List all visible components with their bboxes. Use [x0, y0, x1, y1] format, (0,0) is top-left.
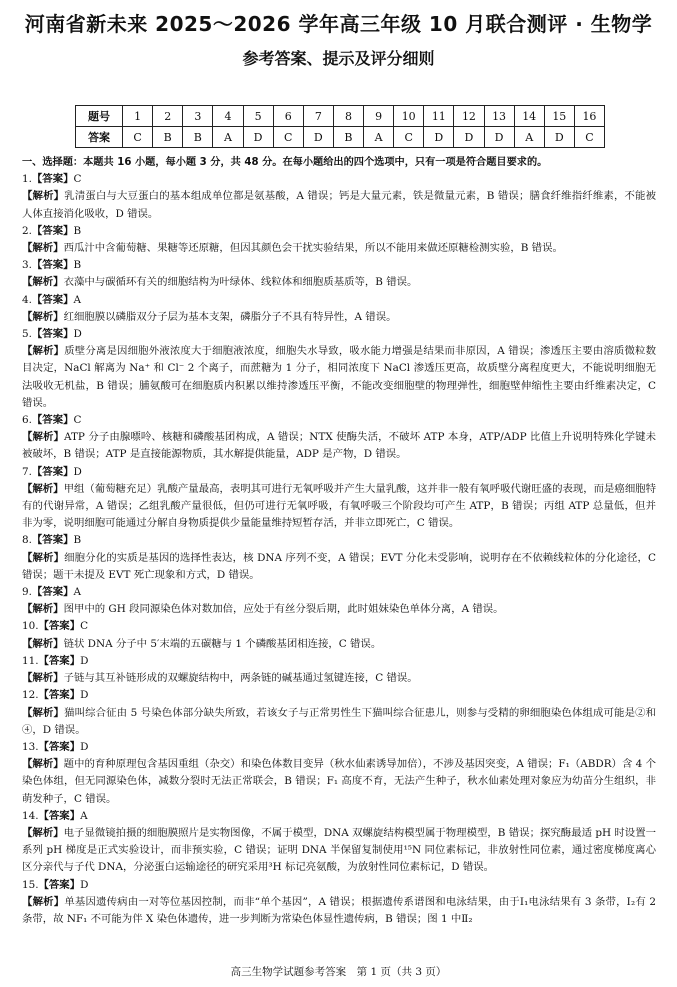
analysis-tag: 【解析】: [22, 276, 64, 289]
analysis-text: 质壁分离是因细胞外液浓度大于细胞液浓度，细胞失水导致，吸水能力增强是结果而非原因，A 错误；渗透压主要由溶质微粒数目决定，NaCl 解离为 Na⁺ 和 Cl⁻ 2 个离子，而蔗糖为 1 分子，相同浓度下 NaCl 渗透压更高，故质壁分离程度更大，不能说明细胞无法吸收无机盐，B 错误；脯氨酸可在细胞质内积累以维持渗透压平衡，不能改变细胞壁的物理弹性，细胞壁伸缩性主要由纤维素决定，C 错误。: [22, 345, 656, 409]
analysis-text: ATP 分子由腺嘌呤、核糖和磷酸基团构成，A 错误；NTX 使酶失活，不破坏 ATP 本身，ATP/ADP 比值上升说明特殊化学键未被破坏，B 错误；ATP 是直接能源物质，其水解提供能量，ADP 是产物，D 错误。: [22, 431, 657, 461]
answer-explanations: [22, 154, 656, 928]
answer-value: D: [80, 878, 89, 891]
answer-cell: B: [183, 127, 213, 148]
answer-cell: A: [514, 127, 544, 148]
answer-tag: 【答案】: [38, 689, 81, 702]
analysis-tag: 【解析】: [22, 637, 64, 650]
analysis-tag: 【解析】: [22, 310, 64, 323]
answer-line: [22, 739, 656, 756]
question-number: 10.: [22, 620, 39, 633]
answer-row: [76, 127, 605, 148]
answer-line: [22, 877, 656, 894]
question-number: 14.: [22, 809, 39, 822]
explanation-item: [22, 412, 656, 464]
answer-value: A: [80, 809, 88, 822]
answer-value: A: [73, 586, 81, 599]
analysis-text: 红细胞膜以磷脂双分子层为基本支架，磷脂分子不具有特异性，A 错误。: [63, 310, 397, 323]
answer-tag: 【答案】: [38, 878, 81, 891]
answer-cell: C: [123, 127, 153, 148]
question-number: 6.: [22, 414, 32, 427]
analysis-line: [22, 636, 656, 653]
analysis-text: 西瓜汁中含葡萄糖、果糖等还原糖，但因其颜色会干扰实验结果，所以不能用来做还原糖检测实验，B 错误。: [63, 242, 563, 255]
answer-cell: D: [243, 127, 273, 148]
analysis-tag: 【解析】: [22, 603, 64, 616]
answer-line: [22, 292, 656, 309]
question-number: 7: [303, 106, 333, 127]
answer-table: [75, 105, 605, 148]
answer-value: D: [80, 654, 89, 667]
analysis-tag: 【解析】: [22, 551, 65, 564]
answer-value: C: [73, 173, 82, 186]
analysis-text: 猫叫综合征由 5 号染色体部分缺失所致，若该女子与正常男性生下猫叫综合征患儿，则参与受精的卵细胞染色体组成可能是②和④，D 错误。: [22, 706, 656, 736]
answer-line: [22, 326, 656, 343]
analysis-text: 衣藻中与碳循环有关的细胞结构为叶绿体、线粒体和细胞质基质等，B 错误。: [63, 276, 418, 289]
answer-line: [22, 532, 656, 549]
answer-line: [22, 223, 656, 240]
answer-line: [22, 653, 656, 670]
answer-tag: 【答案】: [31, 534, 74, 547]
question-number: 2: [153, 106, 183, 127]
explanation-item: [22, 223, 656, 257]
answer-line: [22, 808, 656, 825]
answer-tag: 【答案】: [38, 740, 81, 753]
answer-line: [22, 584, 656, 601]
analysis-line: [22, 429, 656, 463]
question-number: 5.: [22, 328, 32, 341]
answer-tag: 【答案】: [31, 293, 74, 306]
answer-line: [22, 687, 656, 704]
analysis-line: [22, 601, 656, 618]
answer-cell: C: [273, 127, 303, 148]
analysis-text: 电子显微镜拍摄的细胞膜照片是实物图像，不属于模型，DNA 双螺旋结构模型属于物理模型，B 错误；探究酶最适 pH 时设置一系列 pH 梯度是正式实验设计，而非预实验，C 错误；证明 DNA 半保留复制使用¹⁵N 同位素标记，非放射性同位素，通过密度梯度离心区分亲代与子代 DNA，分泌蛋白运输途径的研究采用³H 标记亮氨酸，为放射性同位素标记，D 错误。: [22, 826, 657, 874]
analysis-text: 细胞分化的实质是基因的选择性表达，核 DNA 序列不变，A 错误；EVT 分化未受影响，说明存在不依赖线粒体的分化途径，C 错误；题干未提及 EVT 死亡现象和方式，D 错误。: [22, 551, 657, 581]
answer-value: D: [80, 689, 89, 702]
analysis-tag: 【解析】: [22, 431, 65, 444]
section-title: 一、选择题：本题共 16 小题，每小题 3 分，共 48 分。在每小题给出的四个选项中，只有一项是符合题目要求的。: [22, 157, 548, 168]
question-number-label: 题号: [76, 106, 123, 127]
item-list: [22, 171, 656, 928]
question-number: 16: [574, 106, 604, 127]
question-number: 5: [243, 106, 273, 127]
answer-label: 答案: [76, 127, 123, 148]
answer-line: [22, 618, 656, 635]
answer-line: [22, 257, 656, 274]
answer-cell: D: [484, 127, 514, 148]
analysis-line: [22, 240, 656, 257]
analysis-text: 图甲中的 GH 段同源染色体对数加倍，应处于有丝分裂后期，此时姐妹染色单体分离，A 错误。: [63, 603, 504, 616]
explanation-item: [22, 532, 656, 584]
analysis-line: [22, 481, 656, 533]
question-number-row: [76, 106, 605, 127]
explanation-item: [22, 584, 656, 618]
question-number: 12: [454, 106, 484, 127]
analysis-text: 链状 DNA 分子中 5′末端的五碳糖与 1 个磷酸基团相连接，C 错误。: [63, 637, 382, 650]
question-number: 4: [213, 106, 243, 127]
analysis-line: [22, 274, 656, 291]
explanation-item: [22, 326, 656, 412]
answer-tag: 【答案】: [38, 654, 81, 667]
answer-value: D: [73, 465, 82, 478]
page-subtitle: 参考答案、提示及评分细则: [242, 49, 435, 68]
question-number: 4.: [22, 293, 32, 306]
analysis-tag: 【解析】: [22, 826, 64, 839]
question-number: 10: [394, 106, 424, 127]
explanation-item: [22, 618, 656, 652]
analysis-line: [22, 825, 656, 877]
question-number: 7.: [22, 465, 32, 478]
explanation-item: [22, 877, 656, 929]
question-number: 15.: [22, 878, 39, 891]
analysis-tag: 【解析】: [22, 190, 65, 203]
answer-cell: B: [153, 127, 183, 148]
analysis-tag: 【解析】: [22, 758, 64, 771]
answer-value: D: [80, 740, 89, 753]
analysis-tag: 【解析】: [22, 482, 64, 495]
question-number: 6: [273, 106, 303, 127]
answer-tag: 【答案】: [31, 586, 74, 599]
answer-tag: 【答案】: [38, 809, 81, 822]
answer-value: B: [73, 534, 82, 547]
answer-tag: 【答案】: [31, 465, 74, 478]
answer-tag: 【答案】: [38, 620, 81, 633]
question-number: 12.: [22, 689, 39, 702]
answer-tag: 【答案】: [31, 259, 74, 272]
question-number: 8.: [22, 534, 32, 547]
answer-tag: 【答案】: [31, 414, 74, 427]
analysis-tag: 【解析】: [22, 672, 64, 685]
explanation-item: [22, 808, 656, 877]
page-title: 河南省新未来 2025～2026 学年高三年级 10 月联合测评 · 生物学: [24, 12, 653, 36]
answer-value: B: [73, 224, 82, 237]
page-footer: 高三生物学试题参考答案 第 1 页（共 3 页）: [230, 966, 447, 978]
answer-cell: A: [364, 127, 394, 148]
question-number: 1.: [22, 173, 32, 186]
explanation-item: [22, 653, 656, 687]
question-number: 1: [123, 106, 153, 127]
question-number: 3.: [22, 259, 32, 272]
explanation-item: [22, 257, 656, 291]
analysis-text: 乳清蛋白与大豆蛋白的基本组成单位都是氨基酸，A 错误；钙是大量元素，铁是微量元素，B 错误；膳食纤维指纤维素，不能被人体直接消化吸收，D 错误。: [22, 190, 656, 220]
answer-value: B: [73, 259, 82, 272]
explanation-item: [22, 464, 656, 533]
analysis-tag: 【解析】: [22, 706, 65, 719]
analysis-line: [22, 309, 656, 326]
analysis-tag: 【解析】: [22, 895, 65, 908]
question-number: 15: [544, 106, 574, 127]
analysis-line: [22, 670, 656, 687]
question-number: 13.: [22, 740, 39, 753]
answer-cell: D: [303, 127, 333, 148]
question-number: 3: [183, 106, 213, 127]
analysis-line: [22, 894, 656, 928]
analysis-line: [22, 343, 656, 412]
question-number: 2.: [22, 224, 32, 237]
question-number: 11.: [22, 654, 39, 667]
analysis-line: [22, 756, 656, 808]
answer-value: C: [73, 414, 82, 427]
answer-cell: C: [574, 127, 604, 148]
explanation-item: [22, 292, 656, 326]
analysis-line: [22, 188, 656, 222]
question-number: 8: [333, 106, 363, 127]
answer-line: [22, 171, 656, 188]
answer-tag: 【答案】: [31, 173, 74, 186]
answer-cell: B: [333, 127, 363, 148]
answer-cell: D: [454, 127, 484, 148]
analysis-tag: 【解析】: [22, 345, 65, 358]
question-number: 14: [514, 106, 544, 127]
explanation-item: [22, 171, 656, 223]
question-number: 13: [484, 106, 514, 127]
answer-cell: D: [424, 127, 454, 148]
analysis-text: 题中的育种原理包含基因重组（杂交）和染色体数目变异（秋水仙素诱导加倍），不涉及基因突变，A 错误；F₁（ABDR）含 4 个染色体组，但无同源染色体，减数分裂时无法正常联会，B 错误；F₁ 高度不育，无法产生种子，秋水仙素处理对象应为幼苗分生组织，非萌发种子，C 错误。: [22, 758, 656, 805]
question-number: 9: [364, 106, 394, 127]
explanation-item: [22, 739, 656, 808]
answer-cell: D: [544, 127, 574, 148]
answer-cell: A: [213, 127, 243, 148]
explanation-item: [22, 687, 656, 739]
analysis-line: [22, 705, 656, 739]
analysis-line: [22, 550, 656, 584]
answer-value: C: [80, 620, 89, 633]
answer-value: D: [73, 328, 82, 341]
answer-line: [22, 464, 656, 481]
question-number: 11: [424, 106, 454, 127]
answer-tag: 【答案】: [31, 224, 74, 237]
answer-value: A: [73, 293, 81, 306]
answer-line: [22, 412, 656, 429]
analysis-text: 子链与其互补链形成的双螺旋结构中，两条链的碱基通过氢键连接，C 错误。: [63, 672, 418, 685]
analysis-text: 甲组（葡萄糖充足）乳酸产量最高，表明其可进行无氧呼吸并产生大量乳酸，这并非一般有氧呼吸代谢旺盛的表现，而是癌细胞特有的代谢异常，A 错误；乙组乳酸产量很低，但仍可进行无氧呼吸，有氧呼吸三个阶段均可产生 ATP，B 错误；丙组 ATP 总量低，但并非为零，说明细胞可能通过分解自身物质提供少量能量维持短暂存活，并非立即死亡，C 错误。: [22, 482, 656, 530]
question-number: 9.: [22, 586, 32, 599]
analysis-tag: 【解析】: [22, 242, 64, 255]
analysis-text: 单基因遗传病由一对等位基因控制，而非“单个基因”，A 错误；根据遗传系谱图和电泳结果，由于Ⅰ₁电泳结果有 3 条带，Ⅰ₂有 2 条带，故 NF₁ 不可能为伴 X 染色体遗传，进一步判断为常染色体显性遗传病，B 错误；图 1 中Ⅱ₂: [22, 895, 656, 925]
answer-cell: C: [394, 127, 424, 148]
answer-tag: 【答案】: [31, 328, 74, 341]
